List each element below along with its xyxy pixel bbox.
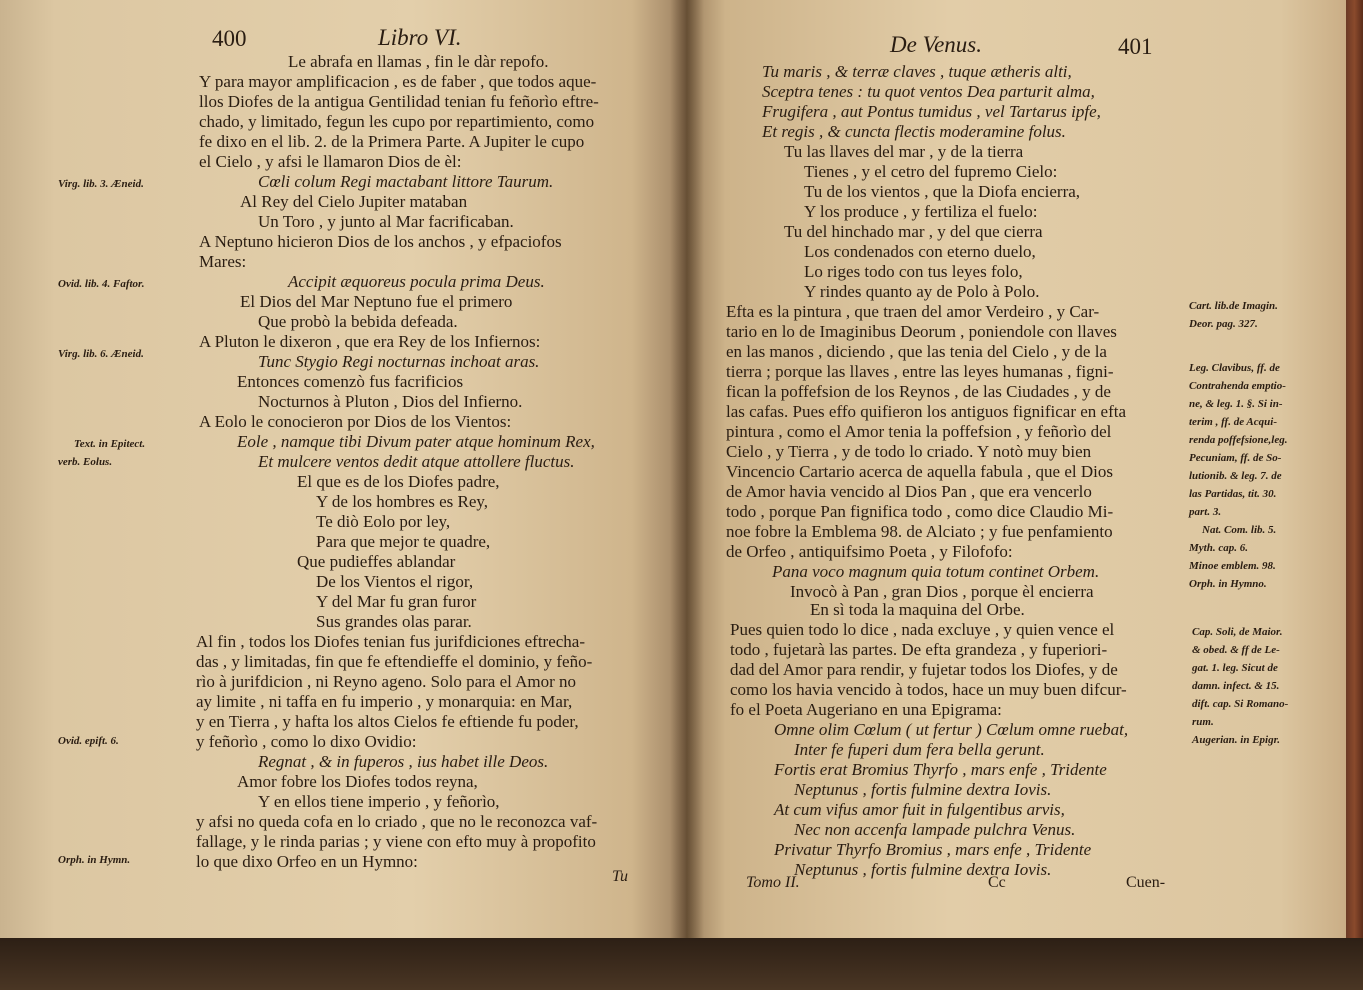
text-line: fallage, y le rinda parias ; y viene con efto muy à propofito [196, 832, 596, 851]
text-line: tierra ; porque las llaves , entre las leyes humanas , figni- [726, 362, 1114, 381]
signature-mark: Cc [988, 874, 1006, 891]
margin-note: Myth. cap. 6. [1189, 542, 1248, 554]
text-line: en las manos , diciendo , que las tenia del Cielo , y de la [726, 342, 1107, 361]
text-line: y feñorìo , como lo dixo Ovidio: [196, 732, 417, 751]
text-line: lo que dixo Orfeo en un Hymno: [196, 852, 418, 871]
margin-note: Pecuniam, ff. de So- [1189, 452, 1282, 464]
page-number: 400 [212, 26, 247, 51]
text-line: y afsi no queda cofa en lo criado , que no le reconozca vaf- [196, 812, 598, 831]
margin-note: Virg. lib. 3. Æneid. [58, 178, 144, 190]
running-head: Libro VI. [378, 25, 462, 50]
text-line: Pana voco magnum quia totum continet Orbem. [772, 562, 1100, 581]
text-line: Te diò Eolo por ley, [316, 512, 451, 531]
text-line: Lo riges todo con tus leyes folo, [804, 262, 1023, 281]
text-line: las cafas. Pues effo quifieron los antiguos fignificar en efta [726, 402, 1126, 421]
text-line: Neptunus , fortis fulmine dextra Iovis. [794, 780, 1052, 799]
text-line: Un Toro , y junto al Mar facrificaban. [258, 212, 514, 231]
text-line: el Cielo , y afsi le llamaron Dios de èl: [199, 152, 462, 171]
margin-note: Deor. pag. 327. [1189, 318, 1258, 330]
text-line: Y en ellos tiene imperio , y feñorìo, [258, 792, 500, 811]
text-line: de Amor havia vencido al Dios Pan , que era vencerlo [726, 482, 1092, 501]
text-line: de Orfeo , antiquifsimo Poeta , y Filofofo: [726, 542, 1013, 561]
margin-note: verb. Eolus. [58, 456, 113, 468]
text-line: El que es de los Diofes padre, [297, 472, 500, 491]
text-line: Tu de los vientos , que la Diofa encierra, [804, 182, 1081, 201]
margin-note: rum. [1192, 716, 1214, 728]
text-line: Y del Mar fu gran furor [316, 592, 477, 611]
text-line: Los condenados con eterno duelo, [804, 242, 1036, 261]
text-line: Entonces comenzò fus facrificios [237, 372, 464, 391]
text-line: Y rindes quanto ay de Polo à Polo. [804, 282, 1040, 301]
margin-note: terim , ff. de Acqui- [1189, 416, 1277, 428]
volume-label: Tomo II. [746, 874, 800, 891]
book-gutter [670, 0, 704, 938]
text-line: Efta es la pintura , que traen del amor Verdeiro , y Car- [726, 302, 1100, 321]
text-line: ay limite , ni taffa en fu imperio , y monarquia: en Mar, [196, 692, 573, 711]
text-line: Que probò la bebida defeada. [258, 312, 458, 331]
right-page [686, 0, 1346, 938]
text-line: Et regis , & cuncta flectis moderamine folus. [762, 122, 1066, 141]
text-line: fican la poffefsion de los Reynos , de las Ciudades , y de [726, 382, 1111, 401]
margin-note: las Partidas, tit. 30. [1189, 488, 1277, 500]
text-line: Y de los hombres es Rey, [316, 492, 489, 511]
margin-note: Nat. Com. lib. 5. [1202, 524, 1277, 536]
text-line: Al Rey del Cielo Jupiter mataban [240, 192, 468, 211]
text-line: Frugifera , aut Pontus tumidus , vel Tartarus ipfe, [762, 102, 1101, 121]
margin-note: Contrahenda emptio- [1189, 380, 1286, 392]
text-line: Mares: [199, 252, 247, 271]
running-head: De Venus. [890, 32, 982, 57]
text-line: Le abrafa en llamas , fin le dàr repofo. [288, 52, 549, 71]
text-line: Nec non accenfa lampade pulchra Venus. [794, 820, 1076, 839]
text-line: Cœli colum Regi mactabant littore Taurum. [258, 172, 554, 191]
margin-note: Virg. lib. 6. Æneid. [58, 348, 144, 360]
text-line: Pues quien todo lo dice , nada excluye , y quien vence el [730, 620, 1115, 639]
text-line: A Neptuno hicieron Dios de los anchos , y efpaciofos [199, 232, 562, 251]
page-number: 401 [1118, 34, 1153, 59]
book-cover-edge [1346, 0, 1363, 938]
text-line: todo , fujetarà las partes. De efta grandeza , y fuperiori- [730, 640, 1108, 659]
text-line: Sus grandes olas parar. [316, 612, 472, 631]
text-line: rìo à jurifdicion , ni Reyno ageno. Solo para el Amor no [196, 672, 577, 691]
margin-note: Ovid. lib. 4. Faftor. [58, 278, 145, 290]
text-line: y en Tierra , y hafta los altos Cielos fe eftiende fu poder, [196, 712, 579, 731]
text-line: tario en lo de Imaginibus Deorum , poniendole con llaves [726, 322, 1117, 341]
text-line: A Eolo le conocieron por Dios de los Vientos: [199, 412, 512, 431]
margin-note: part. 3. [1189, 506, 1222, 518]
margin-note: Leg. Clavibus, ff. de [1189, 362, 1280, 374]
text-line: Al fin , todos los Diofes tenian fus jurifdiciones eftrecha- [196, 632, 586, 651]
text-line: At cum vifus amor fuit in fulgentibus arvis, [774, 800, 1065, 819]
text-line: pintura , como el Amor tenia la poffefsion , y feñorìo del [726, 422, 1112, 441]
text-line: Neptunus , fortis fulmine dextra Iovis. [794, 860, 1052, 879]
margin-note: Text. in Epitect. [74, 438, 146, 450]
margin-note: & obed. & ff de Le- [1192, 644, 1280, 656]
text-line: noe fobre la Emblema 98. de Alciato ; y fue penfamiento [726, 522, 1113, 541]
margin-note: renda poffefsione,leg. [1189, 434, 1288, 446]
text-line: El Dios del Mar Neptuno fue el primero [240, 292, 513, 311]
margin-note: Ovid. epift. 6. [58, 735, 119, 747]
text-line: Omne olim Cœlum ( ut fertur ) Cœlum omne ruebat, [774, 720, 1129, 739]
text-line: Para que mejor te quadre, [316, 532, 491, 551]
text-line: como los havia vencido à todos, hace un muy buen difcur- [730, 680, 1127, 699]
text-line: fo el Poeta Augeriano en una Epigrama: [730, 700, 1002, 719]
margin-note: gat. 1. leg. Sicut de [1192, 662, 1278, 674]
margin-note: dift. cap. Si Romano- [1192, 698, 1289, 710]
catchword: Tu [612, 868, 629, 885]
text-line: Regnat , & in fuperos , ius habet ille Deos. [258, 752, 549, 771]
text-line: Tunc Stygio Regi nocturnas inchoat aras. [258, 352, 540, 371]
text-line: Tu las llaves del mar , y de la tierra [784, 142, 1024, 161]
text-line: Y para mayor amplificacion , es de faber , que todos aque- [199, 72, 597, 91]
margin-note: Orph. in Hymn. [58, 854, 131, 866]
text-line: Fortis erat Bromius Thyrfo , mars enfe , Tridente [774, 760, 1107, 779]
text-line: Amor fobre los Diofes todos reyna, [237, 772, 478, 791]
text-line: Nocturnos à Pluton , Dios del Infierno. [258, 392, 523, 411]
text-line: Accipit æquoreus pocula prima Deus. [288, 272, 545, 291]
text-line: Que pudieffes ablandar [297, 552, 456, 571]
text-line: Eole , namque tibi Divum pater atque hominum Rex, [237, 432, 595, 451]
text-line: Tu maris , & terræ claves , tuque ætheris alti, [762, 62, 1072, 81]
background-table [0, 935, 1363, 990]
text-line: dad del Amor para rendir, y fujetar todos los Diofes, y de [730, 660, 1118, 679]
text-line: Et mulcere ventos dedit atque attollere fluctus. [258, 452, 575, 471]
text-line: Tienes , y el cetro del fupremo Cielo: [804, 162, 1058, 181]
text-line: Sceptra tenes : tu quot ventos Dea parturit alma, [762, 82, 1095, 101]
margin-note: Cart. lib.de Imagin. [1189, 300, 1278, 312]
text-line: Vincencio Cartario acerca de aquella fabula , que el Dios [726, 462, 1113, 481]
text-line: Tu del hinchado mar , y del que cierra [784, 222, 1043, 241]
text-line: fe dixo en el lib. 2. de la Primera Parte. A Jupiter le cupo [199, 132, 585, 151]
text-line: Inter fe fuperi dum fera bella gerunt. [794, 740, 1045, 759]
margin-note: Augerian. in Epigr. [1192, 734, 1281, 746]
margin-note: damn. infect. & 15. [1192, 680, 1280, 692]
margin-note: Cap. Soli, de Maior. [1192, 626, 1283, 638]
text-line: todo , porque Pan fignifica todo , como dice Claudio Mi- [726, 502, 1114, 521]
text-line: llos Diofes de la antigua Gentilidad tenian fu feñorìo eftre- [199, 92, 599, 111]
text-line: Privatur Thyrfo Bromius , mars enfe , Tridente [774, 840, 1092, 859]
catchword: Cuen- [1126, 874, 1166, 891]
text-line: Invocò à Pan , gran Dios , porque èl encierra [790, 582, 1094, 601]
text-line: De los Vientos el rigor, [316, 572, 474, 591]
margin-note: lutionib. & leg. 7. de [1189, 470, 1282, 482]
text-line: En sì toda la maquina del Orbe. [810, 600, 1025, 619]
left-page [0, 0, 686, 938]
text-line: Y los produce , y fertiliza el fuelo: [804, 202, 1038, 221]
text-line: chado, y limitado, fegun les cupo por repartimiento, como [199, 112, 595, 131]
text-line: Cielo , y Tierra , y de todo lo criado. Y notò muy bien [726, 442, 1092, 461]
text-line: A Pluton le dixeron , que era Rey de los Infiernos: [199, 332, 541, 351]
margin-note: Minoe emblem. 98. [1189, 560, 1276, 572]
margin-note: ne, & leg. 1. §. Si in- [1189, 398, 1283, 410]
margin-note: Orph. in Hymno. [1189, 578, 1267, 590]
text-line: das , y limitadas, fin que fe eftendieffe el dominio, y feño- [196, 652, 593, 671]
